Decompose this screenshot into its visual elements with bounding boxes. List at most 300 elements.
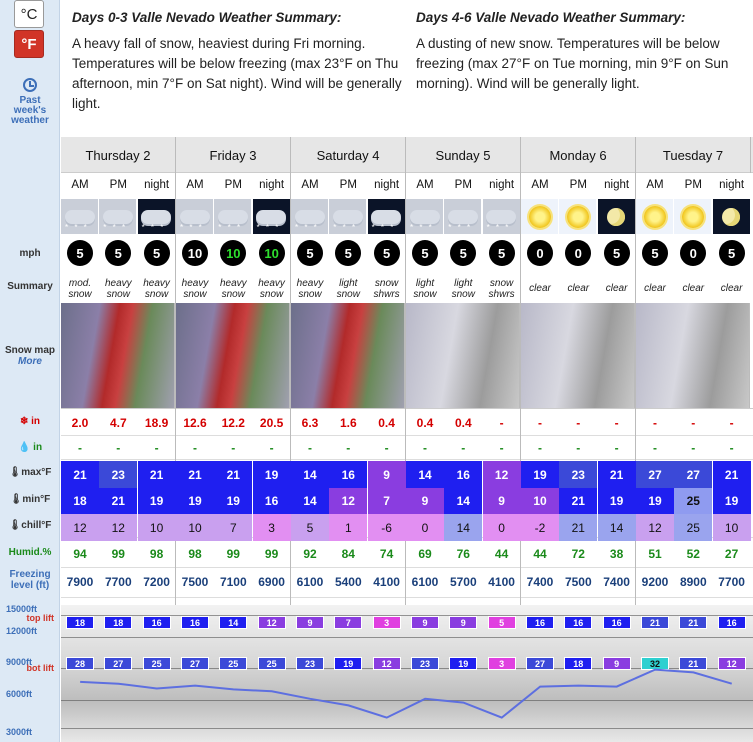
day-header: Sunday 5 (406, 137, 521, 173)
weather-summary-cell (138, 274, 176, 303)
summary-word: snow (144, 288, 169, 300)
period-label: AM (646, 178, 664, 191)
celsius-button[interactable]: °C (14, 0, 44, 28)
snow-amount-cell: 12.6 (183, 415, 207, 430)
snowflakes-glyph: * * * (448, 223, 473, 232)
chill-temp-cell: 12 (636, 514, 674, 541)
snowflake-icon: ❄ (19, 416, 29, 427)
rain-amount-cell: - (423, 440, 427, 455)
bot-lift-temp: 18 (564, 657, 592, 670)
snow-map-thumbnail[interactable] (636, 303, 750, 408)
snowflakes-glyph: * * * (141, 223, 166, 232)
top-lift-temp: 16 (564, 616, 592, 629)
period-label: night (489, 178, 515, 191)
rain-amount-cell: - (154, 440, 159, 455)
humidity-cell: 98 (188, 547, 202, 561)
bot-lift-temp: 19 (449, 657, 477, 670)
weather-summary-cell (406, 274, 444, 303)
chill-temp-cell: 12 (61, 514, 99, 541)
cloud-glyph (218, 210, 248, 224)
summary-word: clear (720, 283, 743, 294)
snow-amount-label (0, 416, 60, 427)
freezing-level-cell: 4100 (488, 575, 515, 589)
humidity-cell: 94 (73, 547, 87, 561)
bot-lift-temp: 9 (603, 657, 631, 670)
period-label: PM (569, 178, 587, 191)
top-lift-temp: 16 (718, 616, 746, 629)
humidity-cell: 92 (303, 547, 317, 561)
summary-word: mod. (68, 277, 92, 289)
wind-direction-icon: 10 (259, 240, 285, 266)
chill-temp-cell: 10 (176, 514, 214, 541)
rain-amount-cell: - (193, 440, 197, 455)
min-temp-cell: 14 (291, 488, 329, 514)
snowflakes-glyph: * * * (333, 223, 358, 232)
summary-word: shwrs (488, 288, 515, 300)
moon-icon (598, 199, 635, 234)
summary-label: Summary (7, 281, 53, 292)
top-lift-temp: 9 (449, 616, 477, 629)
day-header: Thursday 2 (61, 137, 176, 173)
wind-cell (521, 236, 559, 270)
chill-temp-cell: 5 (291, 514, 329, 541)
min-temp-cell: 14 (444, 488, 482, 514)
bot-lift-label: bot lift (26, 663, 54, 673)
wind-cell (444, 236, 482, 270)
summary-title: Days 4-6 Valle Nevado Weather Summary: (416, 10, 686, 25)
period-label: PM (339, 178, 357, 191)
rain-amount-cell: - (461, 440, 466, 455)
snow-amount-cell: - (499, 415, 504, 430)
cloud-glyph (410, 210, 440, 224)
snowflakes-glyph: * * * (410, 223, 434, 232)
period-label: PM (454, 178, 472, 191)
top-lift-label: top lift (26, 613, 54, 623)
wind-direction-icon: 5 (67, 240, 93, 266)
summary-days-0-3 (72, 8, 402, 114)
snowflakes-glyph: * * * (486, 223, 511, 232)
top-lift-temp: 9 (411, 616, 439, 629)
top-lift-temp: 12 (258, 616, 286, 629)
top-lift-temp: 21 (679, 616, 707, 629)
top-lift-temp: 18 (104, 616, 132, 629)
snow-map-thumbnail[interactable] (521, 303, 635, 408)
summary-word: snow (451, 288, 475, 300)
snowflakes-glyph: * * * (180, 223, 204, 232)
period-label: AM (186, 178, 204, 191)
weather-summary-cell (521, 274, 559, 303)
cloud-glyph (180, 210, 210, 224)
snowflakes-glyph: * * * (103, 223, 128, 232)
max-temp-cell: 23 (559, 461, 597, 488)
wind-cell (291, 236, 329, 270)
wind-cell (253, 236, 291, 270)
top-lift-temp: 16 (526, 616, 554, 629)
top-lift-temp: 3 (373, 616, 401, 629)
bot-lift-temp: 23 (411, 657, 439, 670)
wind-direction-icon: 5 (489, 240, 515, 266)
chill-temp-cell: 0 (406, 514, 444, 541)
past-weather-label-1: Past (19, 95, 41, 106)
max-temp-cell: 27 (674, 461, 712, 488)
altitude-gridline (61, 728, 753, 729)
min-temp-cell: 25 (674, 488, 712, 514)
wind-direction-icon: 5 (144, 240, 170, 266)
wind-cell (214, 236, 252, 270)
snowflakes-glyph: * * * (65, 223, 89, 232)
snow-amount-cell: 1.6 (339, 415, 357, 430)
wind-cell (406, 236, 444, 270)
snow-amount-cell: 0.4 (378, 415, 395, 430)
summary-word: heavy (258, 277, 285, 289)
cloud-glyph (103, 210, 133, 224)
rain-amount-cell: - (653, 440, 657, 455)
snow-amount-cell: - (538, 415, 542, 430)
wind-direction-icon: 0 (527, 240, 553, 266)
min-temp-cell: 7 (368, 488, 406, 514)
wind-direction-icon: 5 (604, 240, 630, 266)
summary-word: clear (567, 283, 590, 294)
bot-lift-temp: 32 (641, 657, 669, 670)
freezing-level-cell: 8900 (679, 575, 707, 589)
light-snow-icon (329, 199, 366, 234)
period-label: PM (109, 178, 127, 191)
min-temp-label: 🌡min°F (9, 494, 51, 505)
freezing-level-cell: 6100 (296, 575, 324, 589)
period-label: night (259, 178, 285, 191)
snow-unit: in (31, 416, 41, 427)
bot-lift-temp: 28 (66, 657, 94, 670)
wind-direction-icon: 0 (680, 240, 706, 266)
summary-word: heavy (296, 277, 324, 289)
freezing-level-cell: 6100 (411, 575, 439, 589)
fahrenheit-button[interactable]: °F (14, 30, 44, 58)
moon-glyph (607, 208, 625, 226)
cloud-glyph (141, 210, 171, 224)
summary-word: snow (183, 288, 207, 300)
summary-word: clear (605, 283, 628, 294)
wind-direction-icon: 5 (412, 240, 438, 266)
summary-word: heavy (104, 277, 132, 289)
bot-lift-temp: 21 (679, 657, 707, 670)
summary-word: light (454, 277, 473, 289)
period-label: AM (416, 178, 434, 191)
rain-amount-cell: - (614, 440, 619, 455)
weather-summary-cell (674, 274, 712, 303)
wind-cell (329, 236, 367, 270)
altitude-6000: 6000ft (6, 689, 33, 699)
freezing-level-cell: 7200 (143, 575, 170, 589)
bot-lift-temp: 27 (526, 657, 554, 670)
bot-lift-temp: 27 (181, 657, 209, 670)
max-temp-cell: 21 (61, 461, 99, 488)
min-temp-cell: 16 (253, 488, 291, 514)
rain-amount-cell: - (576, 440, 581, 455)
period-label: PM (684, 178, 702, 191)
snowflakes-glyph: * * * (256, 223, 281, 232)
bot-lift-temp: 25 (143, 657, 171, 670)
bot-lift-temp: 25 (219, 657, 247, 670)
min-temp-cell: 19 (214, 488, 252, 514)
freezing-level-cell: 5700 (449, 575, 477, 589)
period-label: AM (531, 178, 549, 191)
period-label: night (374, 178, 400, 191)
rain-amount-cell: - (384, 440, 389, 455)
snow-map-thumbnail[interactable] (176, 303, 290, 408)
summary-word: snow (336, 288, 360, 300)
humidity-cell: 38 (609, 547, 624, 561)
snow-amount-cell: 0.4 (416, 415, 434, 430)
top-lift-temp: 9 (296, 616, 324, 629)
freezing-level-cell: 7400 (526, 575, 554, 589)
summary-word: snow (68, 288, 92, 300)
rain-amount-cell: - (231, 440, 236, 455)
snowflakes-glyph: * * * (371, 223, 396, 232)
humidity-cell: 99 (264, 547, 279, 561)
max-temp-cell: 9 (368, 461, 406, 488)
snow-amount-cell: 0.4 (454, 415, 472, 430)
max-temp-cell: 14 (291, 461, 329, 488)
min-temp-cell: 18 (61, 488, 99, 514)
min-temp-cell: 19 (636, 488, 674, 514)
humidity-cell: 44 (533, 547, 547, 561)
weather-summary-cell (61, 274, 99, 303)
wind-cell (138, 236, 176, 270)
top-lift-temp: 21 (641, 616, 669, 629)
period-label: AM (301, 178, 319, 191)
humidity-label: Humid.% (8, 547, 52, 558)
wind-cell (176, 236, 214, 270)
rain-amount-cell: - (499, 440, 504, 455)
humidity-cell: 76 (456, 547, 470, 561)
summary-word: heavy (219, 277, 247, 289)
humidity-cell: 72 (571, 547, 585, 561)
bot-lift-temp: 3 (488, 657, 516, 670)
night-snow-icon (253, 199, 290, 234)
top-lift-temp: 16 (143, 616, 171, 629)
chill-temp-cell: -6 (368, 514, 406, 541)
heavy-snow-icon (291, 199, 328, 234)
freezing-level-cell: 7500 (181, 575, 209, 589)
chill-temp-cell: -2 (521, 514, 559, 541)
snowmap-label: Snow map (4, 345, 55, 356)
freezing-level-cell: 4100 (373, 575, 400, 589)
cloud-glyph (333, 210, 363, 224)
max-temp-cell: 16 (444, 461, 482, 488)
summary-word: light (415, 277, 435, 289)
sun-glyph (567, 206, 589, 228)
clock-icon (23, 78, 37, 92)
min-temp-cell: 21 (559, 488, 597, 514)
summary-word: snow (259, 288, 284, 300)
summary-word: light (339, 277, 358, 289)
weather-summary-cell (559, 274, 597, 303)
summary-word: clear (529, 283, 551, 294)
summary-title: Days 0-3 Valle Nevado Weather Summary: (72, 10, 342, 25)
bot-lift-temp: 12 (373, 657, 401, 670)
night-snow-icon (138, 199, 175, 234)
chill-temp-cell: 0 (483, 514, 521, 541)
snow-amount-cell: 12.2 (221, 415, 245, 430)
chill-temp-cell: 21 (559, 514, 597, 541)
max-temp-cell: 21 (176, 461, 214, 488)
rain-amount-cell: - (308, 440, 312, 455)
max-temp-cell: 21 (214, 461, 252, 488)
wind-cell (368, 236, 406, 270)
rain-amount-cell: - (691, 440, 696, 455)
summary-word: clear (644, 283, 666, 294)
wind-cell (598, 236, 636, 270)
chill-temp-cell: 14 (598, 514, 636, 541)
freezing-level-cell: 7500 (564, 575, 592, 589)
min-temp-cell: 12 (329, 488, 367, 514)
snowmap-more-link[interactable]: More (18, 356, 42, 367)
moon-glyph (722, 208, 740, 226)
period-label: night (719, 178, 745, 191)
day-header: Saturday 4 (291, 137, 406, 173)
rain-amount-label (0, 442, 60, 453)
left-sidebar (0, 0, 60, 742)
snow-map-thumbnail[interactable] (61, 303, 175, 408)
weather-summary-cell (598, 274, 636, 303)
summary-text: A heavy fall of snow, heaviest during Fri morning. Temperatures will be below freezing (max 23°F on Thu afternoon, min 7°F on Sat night). Wind will be generally light. (72, 36, 402, 111)
summary-word: snow (221, 288, 245, 300)
max-temp-label: 🌡max°F (8, 467, 52, 478)
snow-amount-cell: - (729, 415, 734, 430)
max-temp-cell: 21 (138, 461, 176, 488)
rain-amount-cell: - (269, 440, 274, 455)
weather-summary-cell (291, 274, 329, 303)
chill-temp-cell: 7 (214, 514, 252, 541)
bot-lift-temp: 25 (258, 657, 286, 670)
weather-summary-cell (368, 274, 406, 303)
moon-icon (713, 199, 750, 234)
bot-lift-temp: 23 (296, 657, 324, 670)
top-lift-temp: 5 (488, 616, 516, 629)
summary-word: clear (682, 283, 705, 294)
summary-word: heavy (143, 277, 170, 289)
sun-glyph (682, 206, 704, 228)
snowflakes-glyph: * * * (295, 223, 319, 232)
humidity-cell: 51 (648, 547, 662, 561)
humidity-cell: 52 (686, 547, 700, 561)
heavy-snow-icon (214, 199, 251, 234)
thermometer-icon: 🌡 (8, 467, 22, 478)
min-temp-cell: 19 (713, 488, 751, 514)
heavy-snow-icon (61, 199, 98, 234)
heavy-snow-icon (176, 199, 213, 234)
max-temp-cell: 21 (598, 461, 636, 488)
chill-temp-cell: 3 (253, 514, 291, 541)
wind-cell (99, 236, 137, 270)
weather-summary-cell (99, 274, 137, 303)
weather-summary-cell (176, 274, 214, 303)
heavy-snow-icon (99, 199, 136, 234)
snow-map-thumbnail[interactable] (406, 303, 520, 408)
thermometer-icon: 🌡 (8, 520, 22, 531)
altitude-gridline (61, 637, 753, 638)
min-temp-cell: 9 (483, 488, 521, 514)
snow-amount-cell: - (576, 415, 581, 430)
snow-map-thumbnail[interactable] (291, 303, 405, 408)
max-temp-cell: 12 (483, 461, 521, 488)
max-temp-cell: 19 (521, 461, 559, 488)
summary-word: heavy (181, 277, 209, 289)
humidity-cell: 74 (379, 547, 394, 561)
wind-direction-icon: 5 (719, 240, 745, 266)
min-temp-cell: 19 (176, 488, 214, 514)
humidity-cell: 27 (724, 547, 739, 561)
raindrop-icon: 💧 (17, 442, 31, 453)
humidity-cell: 98 (149, 547, 164, 561)
sun-icon (636, 199, 673, 234)
weather-summary-cell (214, 274, 252, 303)
rain-amount-cell: - (78, 440, 82, 455)
altitude-9000: 9000ft (6, 657, 33, 667)
light-snow-icon (444, 199, 481, 234)
min-temp-cell: 10 (521, 488, 559, 514)
freezing-level-cell: 7700 (104, 575, 132, 589)
weather-summary-cell (444, 274, 482, 303)
chill-temp-label: 🌡chill°F (8, 520, 52, 531)
wind-direction-icon: 10 (182, 240, 208, 266)
wind-cell (559, 236, 597, 270)
cloud-glyph (295, 210, 325, 224)
top-lift-temp: 16 (603, 616, 631, 629)
max-temp-cell: 23 (99, 461, 137, 488)
snow-amount-cell: 2.0 (71, 415, 89, 430)
wind-label: mph (19, 248, 41, 259)
rain-amount-cell: - (729, 440, 734, 455)
humidity-cell: 99 (111, 547, 125, 561)
top-lift-temp: 16 (181, 616, 209, 629)
min-temp-cell: 21 (99, 488, 137, 514)
wind-cell (674, 236, 712, 270)
max-temp-cell: 14 (406, 461, 444, 488)
rows-divider (61, 459, 753, 460)
freezing-level-label: Freezing level (ft) (9, 569, 51, 591)
summary-text: A dusting of new snow. Temperatures will be below freezing (max 27°F on Tue morning, min 9°F on Sun morning). Wind will be generally light. (416, 36, 729, 91)
chill-temp-cell: 1 (329, 514, 367, 541)
summary-word: snow (489, 277, 514, 289)
humidity-cell: 99 (226, 547, 240, 561)
freezing-level-cell: 9200 (641, 575, 669, 589)
rain-amount-cell: - (116, 440, 121, 455)
forecast-table (61, 137, 753, 742)
wind-direction-icon: 0 (565, 240, 591, 266)
min-temp-cell: 19 (598, 488, 636, 514)
top-lift-temp: 7 (334, 616, 362, 629)
chill-temp-cell: 25 (674, 514, 712, 541)
wind-cell (61, 236, 99, 270)
wind-direction-icon: 5 (450, 240, 476, 266)
thermometer-icon: 🌡 (9, 494, 23, 505)
wind-cell (636, 236, 674, 270)
bot-lift-temp: 27 (104, 657, 132, 670)
summary-word: snow (106, 288, 130, 300)
chill-temp-cell: 14 (444, 514, 482, 541)
chill-temp-cell: 10 (713, 514, 751, 541)
weather-summary-cell (253, 274, 291, 303)
summary-word: snow (298, 288, 322, 300)
top-lift-temp: 18 (66, 616, 94, 629)
snow-amount-cell: 18.9 (144, 415, 169, 430)
altitude-12000: 12000ft (6, 626, 38, 636)
rain-unit: in (33, 442, 43, 453)
chill-temp-cell: 10 (138, 514, 176, 541)
past-weather-link[interactable] (4, 78, 56, 126)
freezing-level-cell: 7100 (219, 575, 247, 589)
